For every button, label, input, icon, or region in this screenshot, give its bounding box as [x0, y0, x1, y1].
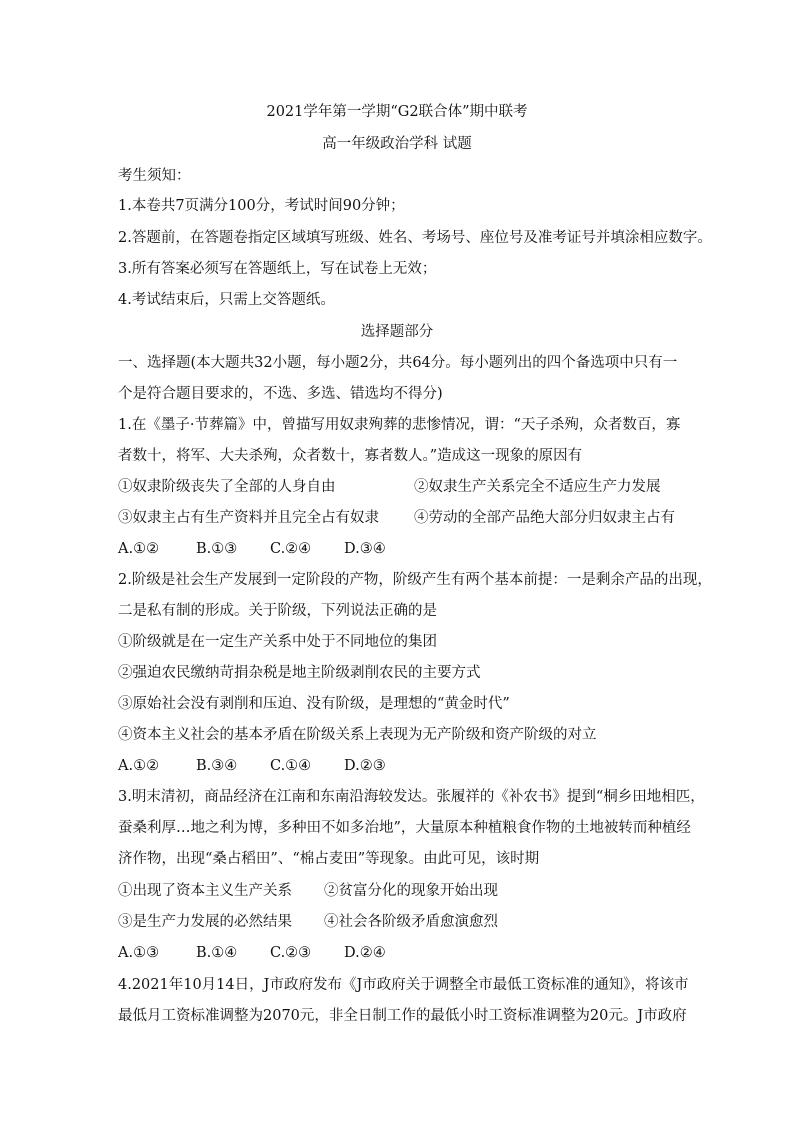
question-option: ①出现了资本主义生产关系	[118, 883, 292, 899]
question-stem: 4.2021年10月14日，J市政府发布《J市政府关于调整全市最低工资标准的通知》，将该市	[118, 977, 689, 993]
question-stem: 蚕桑利厚…地之利为博，多种田不如多治地”，大量原本种植粮食作物的土地被转而种植经	[118, 820, 691, 836]
answer-choice: D.③④	[344, 541, 386, 557]
question-option: ④劳动的全部产品绝大部分归奴隶主占有	[414, 510, 675, 526]
answer-choice: C.①④	[270, 758, 312, 774]
question-option: ③是生产力发展的必然结果	[118, 914, 292, 930]
answer-choices	[118, 756, 386, 776]
answer-choice: D.②④	[344, 945, 386, 961]
notice-item: 3.所有答案必须写在答题纸上，写在试卷上无效；	[118, 261, 437, 277]
answer-choice: C.②③	[270, 945, 312, 961]
question-option: ②强迫农民缴纳苛捐杂税是地主阶级剥削农民的主要方式	[118, 665, 481, 681]
notice-item: 2.答题前，在答题卷指定区域填写班级、姓名、考场号、座位号及准考证号并填涂相应数字。	[118, 230, 712, 246]
answer-choice: B.①④	[196, 945, 238, 961]
question-option: ④资本主义社会的基本矛盾在阶级关系上表现为无产阶级和资产阶级的对立	[118, 727, 597, 743]
question-option: ①阶级就是在一定生产关系中处于不同地位的集团	[118, 634, 437, 650]
exam-subtitle: 高一年级政治学科 试题	[322, 136, 472, 152]
question-stem: 3.明末清初，商品经济在江南和东南沿海较发达。张履祥的《补农书》提到“桐乡田地相匹，	[118, 789, 705, 805]
question-stem: 济作物，出现“桑占稻田”、“棉占麦田”等现象。由此可见，该时期	[118, 851, 540, 867]
question-option: ③原始社会没有剥削和压迫、没有阶级，是理想的“黄金时代”	[118, 696, 510, 712]
notice-item: 1.本卷共7页满分100分，考试时间90分钟；	[118, 198, 405, 214]
notice-item: 4.考试结束后，只需上交答题纸。	[118, 292, 335, 308]
question-option: ②贫富分化的现象开始出现	[324, 883, 498, 899]
notice-heading: 考生须知：	[118, 168, 191, 184]
question-stem: 二是私有制的形成。关于阶级，下列说法正确的是	[118, 603, 437, 619]
question-option: ②奴隶生产关系完全不适应生产力发展	[414, 479, 661, 495]
question-stem: 2.阶级是社会生产发展到一定阶段的产物，阶级产生有两个基本前提：一是剩余产品的出现，	[118, 572, 712, 588]
section-title: 选择题部分	[360, 324, 434, 340]
answer-choice: C.②④	[270, 541, 312, 557]
question-stem: 1.在《墨子·节葬篇》中，曾描写用奴隶殉葬的悲惨情况，谓：“天子杀殉，众者数百，寡	[118, 417, 681, 433]
section-intro: 个是符合题目要求的，不选、多选、错选均不得分)	[118, 386, 443, 402]
answer-choice: B.③④	[196, 758, 238, 774]
question-stem: 最低月工资标准调整为2070元，非全日制工作的最低小时工资标准调整为20元。J市政府	[118, 1008, 687, 1024]
question-stem: 者数十，将军、大夫杀殉，众者数十，寡者数人。”造成这一现象的原因有	[118, 448, 583, 464]
answer-choices	[118, 943, 386, 963]
question-option: ①奴隶阶级丧失了全部的人身自由	[118, 479, 336, 495]
question-option: ③奴隶主占有生产资料并且完全占有奴隶	[118, 510, 379, 526]
answer-choice: B.①③	[196, 541, 238, 557]
answer-choice: D.②③	[344, 758, 386, 774]
question-option: ④社会各阶级矛盾愈演愈烈	[324, 914, 498, 930]
exam-title: 2021学年第一学期“G2联合体”期中联考	[266, 104, 528, 120]
answer-choice: A.①③	[118, 945, 160, 961]
answer-choices	[118, 539, 386, 559]
answer-choice: A.①②	[118, 541, 160, 557]
answer-choice: A.①②	[118, 758, 160, 774]
section-intro: 一、选择题(本大题共32小题，每小题2分，共64分。每小题列出的四个备选项中只有一	[118, 355, 678, 371]
